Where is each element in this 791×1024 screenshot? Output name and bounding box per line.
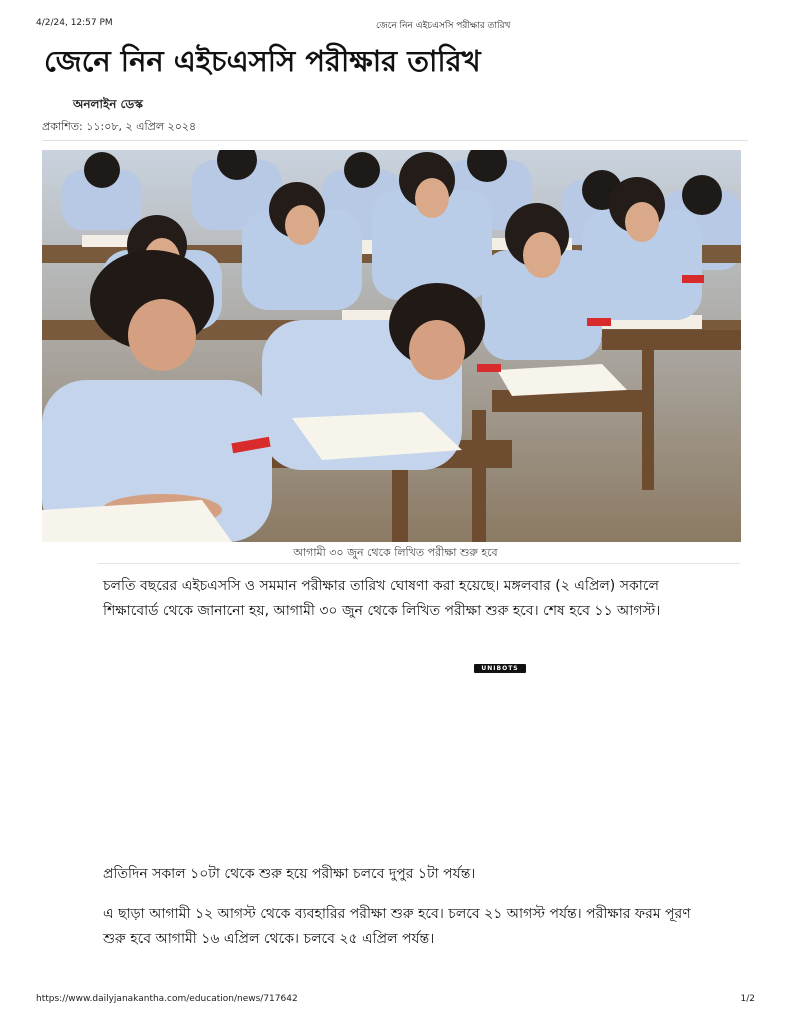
print-datetime: 4/2/24, 12:57 PM	[36, 18, 113, 28]
published-date: প্রকাশিত: ১১:০৮, ২ এপ্রিল ২০২৪	[42, 120, 197, 133]
image-caption: আগামী ৩০ জুন থেকে লিখিত পরীক্ষা শুরু হবে	[293, 546, 498, 559]
source-url[interactable]: https://www.dailyjanakantha.com/education/news/717642	[36, 994, 298, 1004]
print-header	[36, 18, 755, 32]
article-photo	[42, 150, 741, 542]
ad-badge[interactable]: UNIBOTS	[474, 664, 526, 673]
header-divider	[42, 140, 748, 141]
caption-divider	[98, 563, 740, 564]
article-byline[interactable]: অনলাইন ডেস্ক	[73, 97, 143, 111]
article-headline: জেনে নিন এইচএসসি পরীক্ষার তারিখ	[44, 44, 481, 78]
article-paragraph: চলতি বছরের এইচএসসি ও সমমান পরীক্ষার তারিখ ঘোষণা করা হয়েছে। মঙ্গলবার (২ এপ্রিল) সকালে শিক্ষাবোর্ড থেকে জানানো হয়, আগামী ৩০ জুন থেকে লিখিত পরীক্ষা শুরু হবে। শেষ হবে ১১ আগস্ট।	[103, 578, 661, 619]
article-paragraph: প্রতিদিন সকাল ১০টা থেকে শুরু হয়ে পরীক্ষা চলবে দুপুর ১টা পর্যন্ত।	[103, 866, 476, 882]
print-page-title: জেনে নিন এইচএসসি পরীক্ষার তারিখ	[376, 21, 511, 31]
page-counter: 1/2	[740, 994, 755, 1004]
article-paragraph: এ ছাড়া আগামী ১২ আগস্ট থেকে ব্যবহারির পরীক্ষা শুরু হবে। চলবে ২১ আগস্ট পর্যন্ত। পরীক্ষার ফরম পূরণ শুরু হবে আগামী ১৬ এপ্রিল থেকে। চলবে ২৫ এপ্রিল পর্যন্ত।	[103, 906, 691, 947]
print-footer	[36, 994, 755, 1006]
exam-hall-illustration	[42, 150, 741, 542]
